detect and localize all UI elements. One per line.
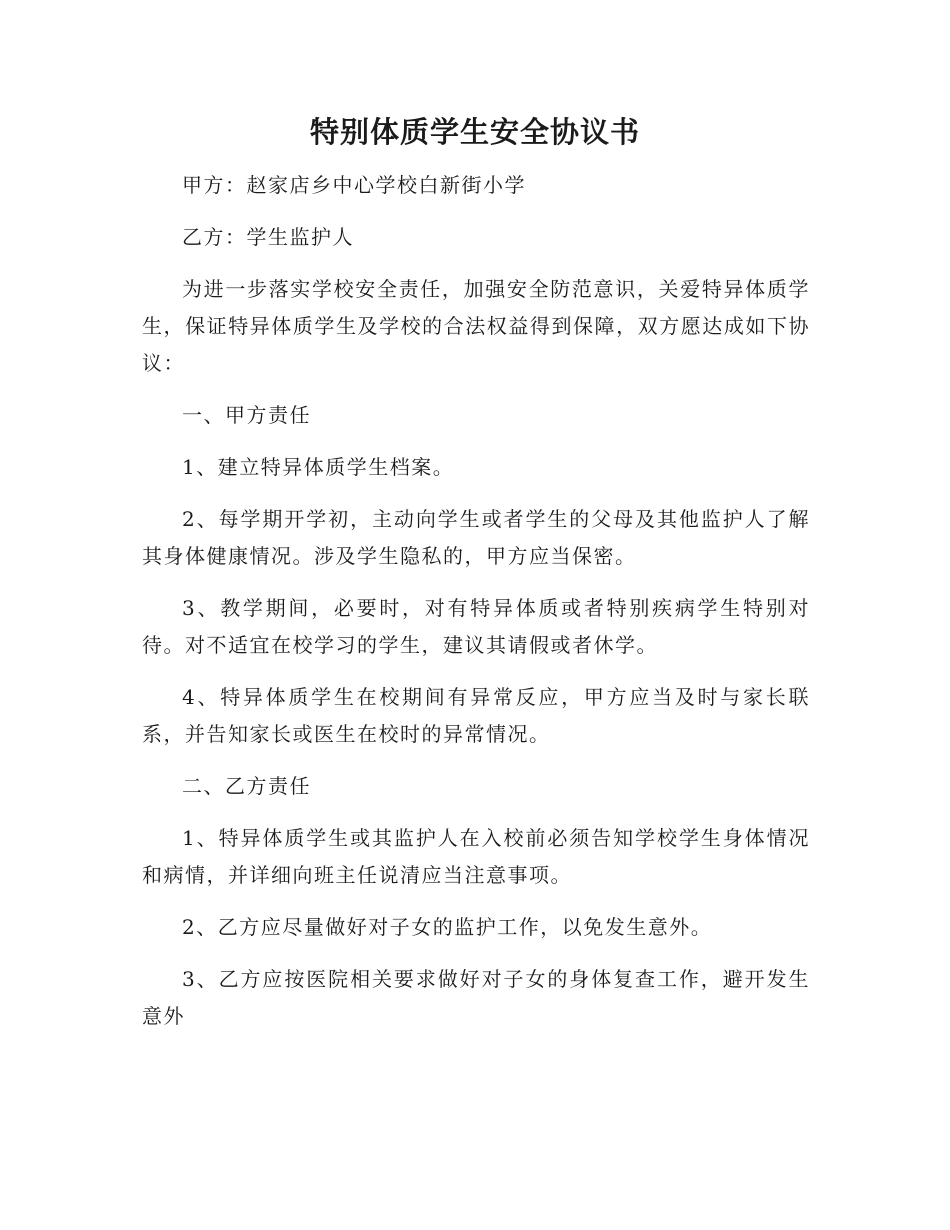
intro-paragraph: 为进一步落实学校安全责任，加强安全防范意识，关爱特异体质学生，保证特异体质学生及学校的合法权益得到保障，双方愿达成如下协议： xyxy=(142,277,810,375)
party-a-line: 甲方：赵家店乡中心学校白新街小学 xyxy=(182,173,526,197)
section-b-heading: 二、乙方责任 xyxy=(182,774,311,798)
section-b-item-3: 3、乙方应按医院相关要求做好对子女的身体复查工作，避开发生意外 xyxy=(142,967,810,1028)
section-b-item-2: 2、乙方应尽量做好对子女的监护工作，以免发生意外。 xyxy=(182,915,713,939)
section-a-item-4: 4、特异体质学生在校期间有异常反应，甲方应当及时与家长联系，并告知家长或医生在校时的异常情况。 xyxy=(142,685,810,746)
document-body xyxy=(142,167,810,1050)
section-a-item-1: 1、建立特异体质学生档案。 xyxy=(182,455,455,479)
section-b-item-1: 1、特异体质学生或其监护人在入校前必须告知学校学生身体情况和病情，并详细向班主任说清应当注意事项。 xyxy=(142,826,810,887)
section-a-heading: 一、甲方责任 xyxy=(182,403,311,427)
document-title: 特别体质学生安全协议书 xyxy=(309,115,640,149)
section-a-item-3: 3、教学期间，必要时，对有特异体质或者特别疾病学生特别对待。对不适宜在校学习的学生，建议其请假或者休学。 xyxy=(142,596,810,657)
party-b-line: 乙方：学生监护人 xyxy=(182,225,354,249)
section-a-item-2: 2、每学期开学初，主动向学生或者学生的父母及其他监护人了解其身体健康情况。涉及学生隐私的，甲方应当保密。 xyxy=(142,507,810,568)
